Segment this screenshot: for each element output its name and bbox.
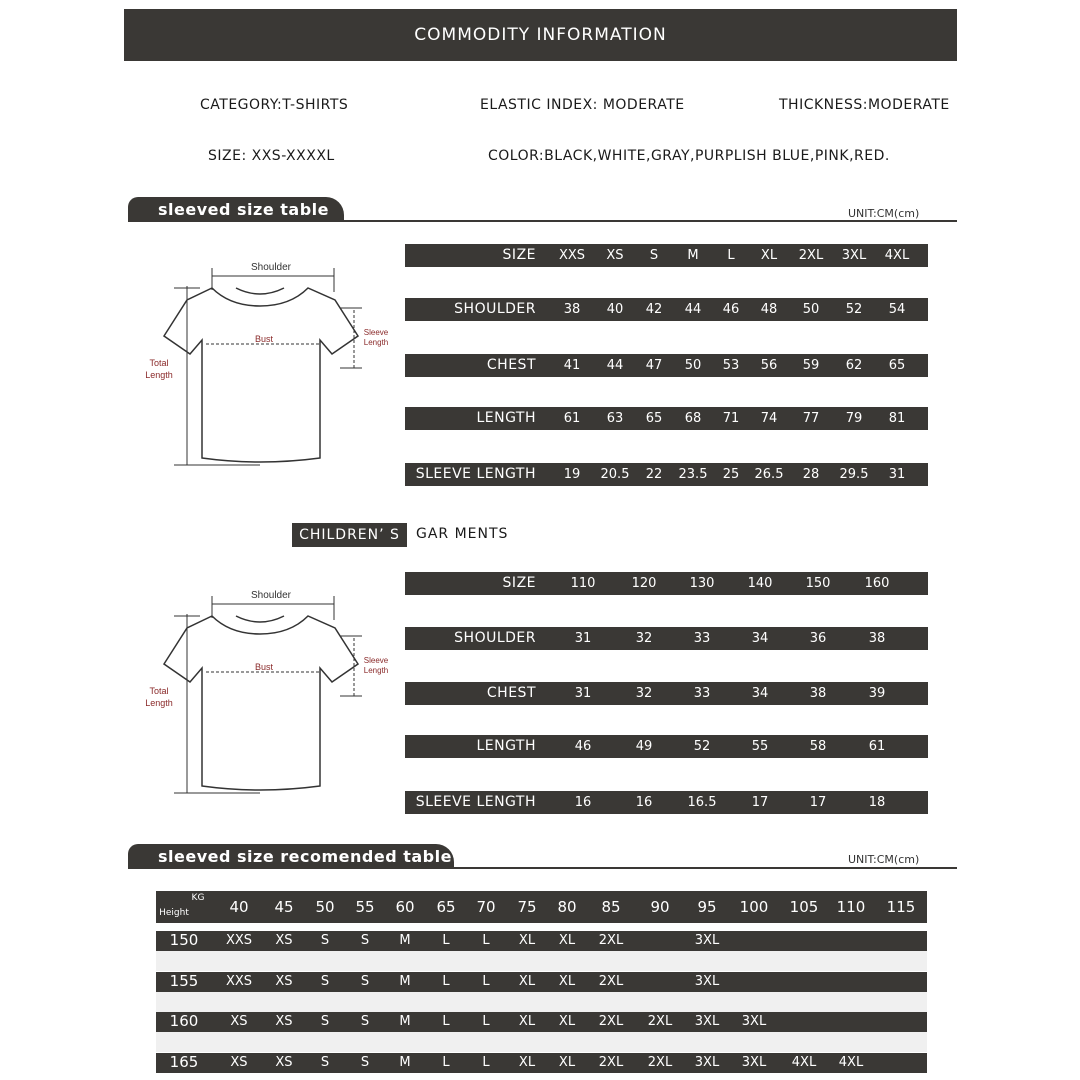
table-cell: 52: [693, 739, 711, 754]
size-cell: S: [360, 1055, 370, 1070]
diagram-sleeve-label-1: Sleeve: [363, 656, 389, 665]
row-label: SLEEVE LENGTH: [415, 466, 536, 482]
table-cell: 61: [868, 739, 886, 754]
children-tag: [292, 523, 407, 547]
weight-header: 75: [517, 898, 537, 916]
size-cell: XS: [275, 974, 293, 989]
size-cell: 3XL: [694, 933, 720, 948]
weight-header: 55: [355, 898, 375, 916]
weight-header: 95: [697, 898, 717, 916]
row-label: LENGTH: [476, 410, 536, 426]
table-cell: 29.5: [839, 467, 869, 482]
recommend-header-row: [156, 891, 927, 923]
weight-header: 70: [476, 898, 496, 916]
table-cell: 31: [574, 631, 592, 646]
weight-header: 65: [436, 898, 456, 916]
table-cell: 34: [751, 631, 769, 646]
size-cell: 3XL: [741, 1014, 767, 1029]
recommend-row-150: [156, 931, 927, 951]
info-thickness: THICKNESS:MODERATE: [779, 97, 950, 113]
table-cell: 44: [606, 358, 624, 373]
table-cell: 65: [645, 411, 663, 426]
table-cell: 46: [574, 739, 592, 754]
weight-header: 50: [315, 898, 335, 916]
tshirt-outline: [164, 288, 358, 462]
table-cell: 63: [606, 411, 624, 426]
table-cell: 34: [751, 686, 769, 701]
diagram-sleeve-label-2: Length: [363, 338, 389, 347]
size-cell: 3XL: [694, 1014, 720, 1029]
size-cell: 3XL: [694, 1055, 720, 1070]
table-cell: 38: [809, 686, 827, 701]
table-cell: 42: [645, 302, 663, 317]
size-cell: S: [360, 1014, 370, 1029]
height-label: Height: [159, 908, 189, 918]
table-cell: 50: [802, 302, 820, 317]
size-cell: 2XL: [598, 1014, 624, 1029]
table-cell: 16.5: [687, 795, 717, 810]
table-cell: 52: [845, 302, 863, 317]
row-label: SHOULDER: [454, 301, 536, 317]
size-cell: L: [482, 974, 490, 989]
table-cell: 22: [645, 467, 663, 482]
size-cell: XS: [275, 1014, 293, 1029]
table-cell: 41: [563, 358, 581, 373]
row-label: SHOULDER: [454, 630, 536, 646]
size-cell: 3XL: [694, 974, 720, 989]
table-cell: 19: [563, 467, 581, 482]
height-cell: 165: [169, 1053, 199, 1071]
table-cell: 31: [888, 467, 906, 482]
size-cell: XS: [275, 933, 293, 948]
table-cell: 18: [868, 795, 886, 810]
diagram-total-label-1: Total: [149, 686, 169, 696]
size-cell: XL: [518, 974, 536, 989]
size-cell: XXS: [225, 933, 253, 948]
diagram-shoulder-label: Shoulder: [250, 590, 292, 601]
weight-header: 40: [229, 898, 249, 916]
adult-section-tab: [128, 197, 344, 221]
table-cell: 65: [888, 358, 906, 373]
height-cell: 160: [169, 1012, 199, 1030]
size-cell: XXS: [225, 974, 253, 989]
weight-header: 60: [395, 898, 415, 916]
size-cell: S: [320, 1014, 330, 1029]
row-spacer: [156, 1032, 927, 1052]
adult-row-chest: [405, 354, 928, 377]
table-cell: 3XL: [841, 248, 867, 263]
weight-header: 110: [836, 898, 866, 916]
table-cell: 49: [635, 739, 653, 754]
size-cell: XS: [275, 1055, 293, 1070]
size-cell: S: [320, 974, 330, 989]
adult-section-rule: [128, 220, 957, 222]
height-cell: 150: [169, 931, 199, 949]
diagram-total-label-1: Total: [149, 358, 169, 368]
size-cell: XL: [518, 1014, 536, 1029]
table-cell: 33: [693, 686, 711, 701]
size-cell: S: [360, 933, 370, 948]
recommend-section-tab: [128, 844, 454, 868]
size-cell: 3XL: [741, 1055, 767, 1070]
weight-header: 115: [886, 898, 916, 916]
weight-header: 105: [789, 898, 819, 916]
table-cell: 26.5: [754, 467, 784, 482]
diagram-bust-label: Bust: [254, 334, 274, 344]
size-cell: XL: [558, 1014, 576, 1029]
children-row-shoulder: [405, 627, 928, 650]
adult-row-sleeve-length: [405, 463, 928, 486]
height-cell: 155: [169, 972, 199, 990]
size-cell: L: [442, 1014, 450, 1029]
row-label: CHEST: [486, 357, 536, 373]
adult-tshirt-diagram: [140, 258, 400, 473]
children-row-chest: [405, 682, 928, 705]
children-row-size: [405, 572, 928, 595]
table-cell: 40: [606, 302, 624, 317]
recommend-unit: UNIT:CM(cm): [848, 853, 920, 866]
table-cell: 61: [563, 411, 581, 426]
row-label: SIZE: [502, 247, 536, 263]
children-tag-text: CHILDREN’ S: [299, 527, 400, 543]
recommend-row-165: [156, 1053, 927, 1073]
adult-row-size: [405, 244, 928, 267]
size-cell: 2XL: [598, 933, 624, 948]
row-label: SLEEVE LENGTH: [415, 794, 536, 810]
table-cell: 36: [809, 631, 827, 646]
table-cell: 59: [802, 358, 820, 373]
size-cell: XL: [518, 933, 536, 948]
size-cell: L: [482, 1014, 490, 1029]
diagram-bust-label: Bust: [254, 662, 274, 672]
diagram-shoulder-label: Shoulder: [250, 262, 292, 273]
table-cell: 110: [570, 576, 596, 591]
adult-row-length: [405, 407, 928, 430]
page-title: COMMODITY INFORMATION: [414, 25, 667, 45]
table-cell: 56: [760, 358, 778, 373]
recommend-section-title: sleeved size recomended table: [158, 846, 452, 866]
weight-header: 90: [650, 898, 670, 916]
row-label: LENGTH: [476, 738, 536, 754]
info-category: CATEGORY:T-SHIRTS: [200, 97, 349, 113]
table-cell: 130: [689, 576, 715, 591]
size-cell: L: [442, 933, 450, 948]
weight-header: 85: [601, 898, 621, 916]
table-cell: 160: [864, 576, 890, 591]
table-cell: 2XL: [798, 248, 824, 263]
table-cell: 25: [722, 467, 740, 482]
table-cell: 33: [693, 631, 711, 646]
table-cell: 32: [635, 631, 653, 646]
diagram-total-label-2: Length: [145, 698, 173, 708]
recommend-row-160: [156, 1012, 927, 1032]
table-cell: 38: [868, 631, 886, 646]
table-cell: S: [649, 248, 659, 263]
adult-unit: UNIT:CM(cm): [848, 207, 920, 220]
weight-header: 100: [739, 898, 769, 916]
table-cell: 38: [563, 302, 581, 317]
table-cell: 150: [805, 576, 831, 591]
table-cell: 120: [631, 576, 657, 591]
children-tshirt-diagram: [140, 586, 400, 801]
size-cell: M: [399, 1014, 411, 1029]
table-cell: 17: [809, 795, 827, 810]
table-cell: 4XL: [884, 248, 910, 263]
size-cell: L: [482, 933, 490, 948]
row-spacer: [156, 992, 927, 1012]
table-cell: 81: [888, 411, 906, 426]
table-cell: 79: [845, 411, 863, 426]
row-label: CHEST: [486, 685, 536, 701]
size-cell: 4XL: [791, 1055, 817, 1070]
page-banner: [124, 9, 957, 61]
table-cell: 46: [722, 302, 740, 317]
size-cell: 4XL: [838, 1055, 864, 1070]
row-label: SIZE: [502, 575, 536, 591]
table-cell: 54: [888, 302, 906, 317]
table-cell: 32: [635, 686, 653, 701]
weight-header: 80: [557, 898, 577, 916]
size-cell: XS: [230, 1055, 248, 1070]
table-cell: 31: [574, 686, 592, 701]
size-cell: L: [442, 974, 450, 989]
table-cell: XS: [606, 248, 624, 263]
adult-row-shoulder: [405, 298, 928, 321]
recommend-section-rule: [128, 867, 957, 869]
table-cell: 55: [751, 739, 769, 754]
table-cell: 53: [722, 358, 740, 373]
info-elastic: ELASTIC INDEX: MODERATE: [480, 97, 685, 113]
adult-section-title: sleeved size table: [158, 199, 329, 219]
table-cell: 47: [645, 358, 663, 373]
size-cell: S: [320, 1055, 330, 1070]
table-cell: 68: [684, 411, 702, 426]
size-cell: XL: [558, 933, 576, 948]
size-cell: 2XL: [647, 1055, 673, 1070]
table-cell: 23.5: [678, 467, 708, 482]
size-cell: 2XL: [598, 974, 624, 989]
table-cell: 48: [760, 302, 778, 317]
size-cell: 2XL: [647, 1014, 673, 1029]
children-row-sleeve-length: [405, 791, 928, 814]
table-cell: 58: [809, 739, 827, 754]
table-cell: 20.5: [600, 467, 630, 482]
table-cell: 62: [845, 358, 863, 373]
table-cell: 71: [722, 411, 740, 426]
table-cell: 50: [684, 358, 702, 373]
size-cell: M: [399, 974, 411, 989]
row-spacer: [156, 951, 927, 971]
info-color: COLOR:BLACK,WHITE,GRAY,PURPLISH BLUE,PINK,RED.: [488, 148, 890, 164]
table-cell: XL: [760, 248, 778, 263]
table-cell: 16: [635, 795, 653, 810]
size-cell: 2XL: [598, 1055, 624, 1070]
kg-label: KG: [191, 893, 205, 903]
size-cell: M: [399, 933, 411, 948]
table-cell: 140: [747, 576, 773, 591]
size-cell: XS: [230, 1014, 248, 1029]
size-cell: L: [442, 1055, 450, 1070]
size-cell: M: [399, 1055, 411, 1070]
table-cell: 44: [684, 302, 702, 317]
children-heading-rest: GAR MENTS: [416, 526, 509, 542]
children-row-length: [405, 735, 928, 758]
diagram-sleeve-label-2: Length: [363, 666, 389, 675]
tshirt-outline: [164, 616, 358, 790]
table-cell: L: [727, 248, 735, 263]
size-cell: XL: [558, 1055, 576, 1070]
table-cell: 77: [802, 411, 820, 426]
size-cell: XL: [558, 974, 576, 989]
table-cell: 17: [751, 795, 769, 810]
size-cell: L: [482, 1055, 490, 1070]
table-cell: 39: [868, 686, 886, 701]
diagram-sleeve-label-1: Sleeve: [363, 328, 389, 337]
table-cell: M: [687, 248, 699, 263]
table-cell: XXS: [558, 248, 586, 263]
diagram-total-label-2: Length: [145, 370, 173, 380]
size-cell: S: [360, 974, 370, 989]
size-cell: S: [320, 933, 330, 948]
table-cell: 16: [574, 795, 592, 810]
recommend-row-155: [156, 972, 927, 992]
info-size: SIZE: XXS-XXXXL: [208, 148, 335, 164]
weight-header: 45: [274, 898, 294, 916]
table-cell: 28: [802, 467, 820, 482]
table-cell: 74: [760, 411, 778, 426]
size-cell: XL: [518, 1055, 536, 1070]
